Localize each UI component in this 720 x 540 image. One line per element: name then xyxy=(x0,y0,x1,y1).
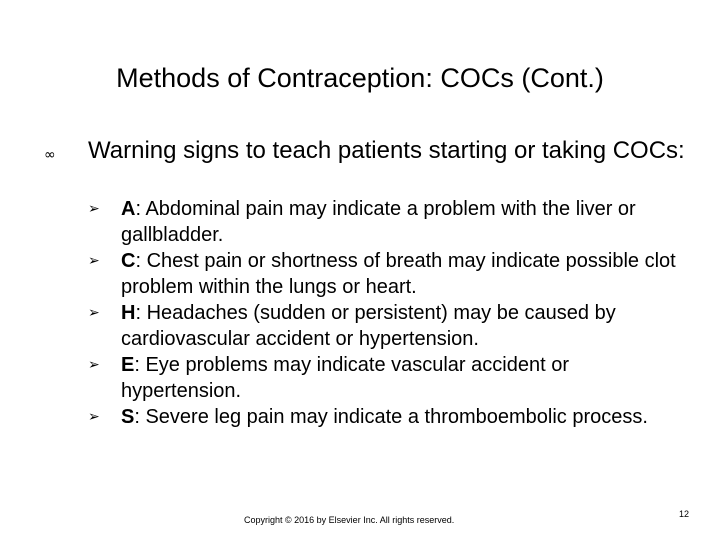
item-letter: S xyxy=(121,406,135,428)
copyright-footer: Copyright © 2016 by Elsevier Inc. All rights reserved. xyxy=(244,515,455,525)
arrow-bullet-icon: ➢ xyxy=(88,253,100,269)
arrow-bullet-icon: ➢ xyxy=(88,409,100,425)
item-text: : Eye problems may indicate vascular accident or hypertension. xyxy=(121,354,569,402)
page-number: 12 xyxy=(679,509,690,519)
arrow-bullet-icon: ➢ xyxy=(88,305,100,321)
arrow-bullet-icon: ➢ xyxy=(88,357,100,373)
item-letter: A xyxy=(121,198,136,220)
list-item xyxy=(88,404,688,430)
item-text: : Abdominal pain may indicate a problem with the liver or gallbladder. xyxy=(121,198,636,246)
arrow-bullet-icon: ➢ xyxy=(88,201,100,217)
item-letter: H xyxy=(121,302,136,324)
list-item xyxy=(88,196,688,248)
item-letter: C xyxy=(121,250,136,272)
list-item xyxy=(88,248,688,300)
list-item xyxy=(88,352,688,404)
item-letter: E xyxy=(121,354,135,376)
warning-signs-list xyxy=(88,196,688,430)
infinity-bullet-icon: ∞ xyxy=(44,147,56,163)
item-text: : Chest pain or shortness of breath may indicate possible clot problem within the lungs or heart. xyxy=(121,250,676,298)
slide-title: Methods of Contraception: COCs (Cont.) xyxy=(116,63,604,93)
item-text: : Headaches (sudden or persistent) may be caused by cardiovascular accident or hypertension. xyxy=(121,302,616,350)
list-item xyxy=(88,300,688,352)
main-bullet-text: Warning signs to teach patients starting or taking COCs: xyxy=(88,137,685,164)
item-text: : Severe leg pain may indicate a thromboembolic process. xyxy=(134,406,648,428)
